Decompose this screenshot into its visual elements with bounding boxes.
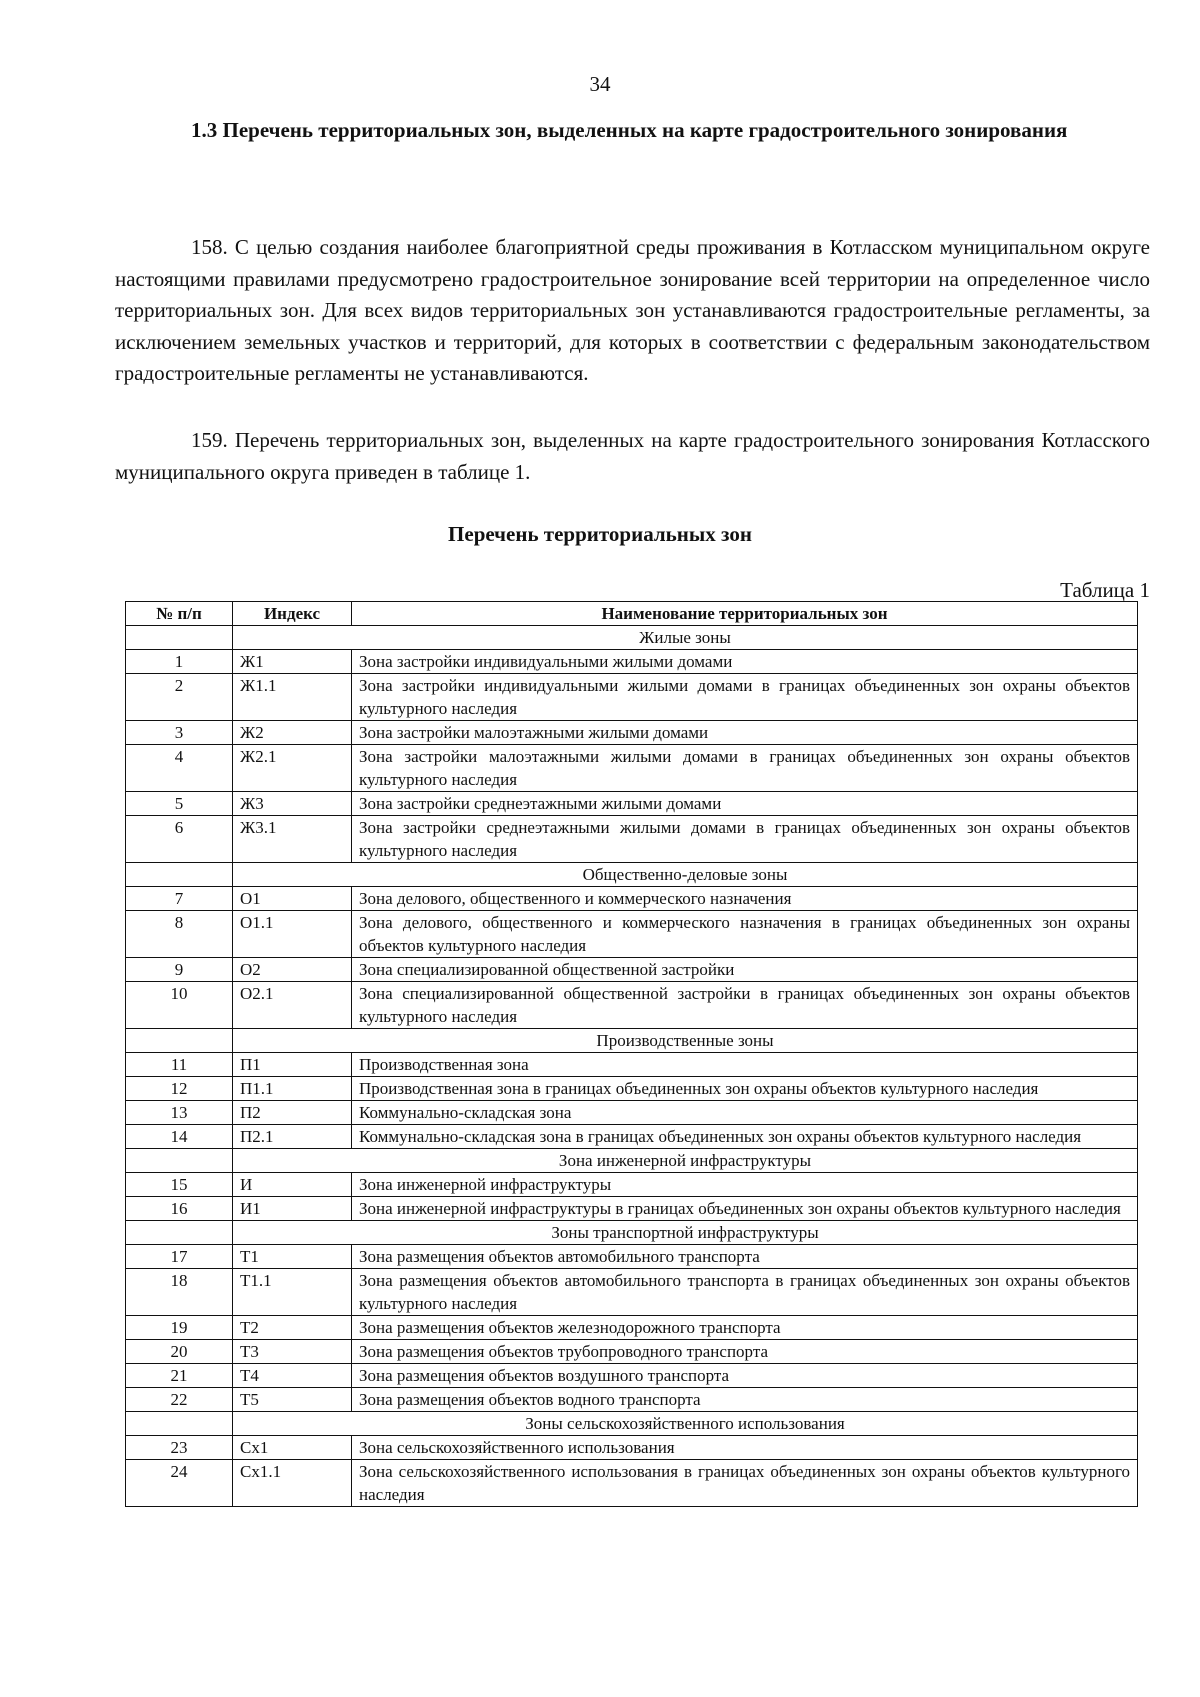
table-row (126, 1101, 1138, 1125)
zone-index: Ж2.1 (233, 745, 352, 792)
table-row (126, 1460, 1138, 1507)
group-row (126, 1221, 1138, 1245)
header-name: Наименование территориальных зон (352, 602, 1138, 626)
table-row (126, 1436, 1138, 1460)
table-row (126, 816, 1138, 863)
row-number: 4 (126, 745, 233, 792)
zone-name: Зона сельскохозяйственного использования (352, 1436, 1138, 1460)
table-row (126, 674, 1138, 721)
zone-name: Зона застройки среднеэтажными жилыми домами (352, 792, 1138, 816)
zone-index: Сх1 (233, 1436, 352, 1460)
zone-name: Зона сельскохозяйственного использования в границах объединенных зон охраны объектов культурного наследия (352, 1460, 1138, 1507)
zone-name: Зона инженерной инфраструктуры (352, 1173, 1138, 1197)
zone-name: Производственная зона (352, 1053, 1138, 1077)
zone-name: Зона размещения объектов воздушного транспорта (352, 1364, 1138, 1388)
row-number: 15 (126, 1173, 233, 1197)
zone-index: Т4 (233, 1364, 352, 1388)
zone-name: Зона размещения объектов автомобильного транспорта (352, 1245, 1138, 1269)
zone-name: Зона размещения объектов водного транспорта (352, 1388, 1138, 1412)
zone-index: Ж2 (233, 721, 352, 745)
zone-index: Т3 (233, 1340, 352, 1364)
row-number: 12 (126, 1077, 233, 1101)
zone-index: Сх1.1 (233, 1460, 352, 1507)
table-row (126, 911, 1138, 958)
table-row (126, 1173, 1138, 1197)
table-row (126, 745, 1138, 792)
table-label: Таблица 1 (1060, 578, 1150, 602)
zone-index: П1.1 (233, 1077, 352, 1101)
group-name: Зоны транспортной инфраструктуры (233, 1221, 1138, 1245)
zone-name: Зона застройки индивидуальными жилыми домами в границах объединенных зон охраны объектов культурного наследия (352, 674, 1138, 721)
section-heading: 1.3 Перечень территориальных зон, выделенных на карте градостроительного зонирования (191, 118, 1068, 142)
zone-index: П2.1 (233, 1125, 352, 1149)
group-row (126, 1412, 1138, 1436)
row-number: 13 (126, 1101, 233, 1125)
group-name: Зоны сельскохозяйственного использования (233, 1412, 1138, 1436)
group-row (126, 863, 1138, 887)
zone-name: Зона застройки индивидуальными жилыми домами (352, 650, 1138, 674)
table-header-row (126, 602, 1138, 626)
group-row-empty-cell (126, 1149, 233, 1173)
zone-name: Зона размещения объектов трубопроводного транспорта (352, 1340, 1138, 1364)
table-row (126, 1364, 1138, 1388)
row-number: 22 (126, 1388, 233, 1412)
table-row (126, 958, 1138, 982)
zone-name: Производственная зона в границах объединенных зон охраны объектов культурного наследия (352, 1077, 1138, 1101)
group-row-empty-cell (126, 1221, 233, 1245)
table-row (126, 1269, 1138, 1316)
zone-name: Зона застройки малоэтажными жилыми домами (352, 721, 1138, 745)
table-row (126, 792, 1138, 816)
header-index: Индекс (233, 602, 352, 626)
table-row (126, 1125, 1138, 1149)
zone-name: Зона застройки среднеэтажными жилыми домами в границах объединенных зон охраны объектов культурного наследия (352, 816, 1138, 863)
row-number: 24 (126, 1460, 233, 1507)
zone-name: Зона специализированной общественной застройки в границах объединенных зон охраны объектов культурного наследия (352, 982, 1138, 1029)
table-row (126, 1077, 1138, 1101)
zone-index: И1 (233, 1197, 352, 1221)
zone-name: Коммунально-складская зона (352, 1101, 1138, 1125)
zone-name: Зона инженерной инфраструктуры в границах объединенных зон охраны объектов культурного наследия (352, 1197, 1138, 1221)
zone-name: Коммунально-складская зона в границах объединенных зон охраны объектов культурного наследия (352, 1125, 1138, 1149)
zone-index: Т1 (233, 1245, 352, 1269)
row-number: 10 (126, 982, 233, 1029)
table-row (126, 1197, 1138, 1221)
zone-name: Зона делового, общественного и коммерческого назначения в границах объединенных зон охраны объектов культурного наследия (352, 911, 1138, 958)
zone-index: П1 (233, 1053, 352, 1077)
table-row (126, 1053, 1138, 1077)
zones-table-body (126, 626, 1138, 1507)
zone-index: Т5 (233, 1388, 352, 1412)
table-row (126, 887, 1138, 911)
zone-index: Т1.1 (233, 1269, 352, 1316)
row-number: 3 (126, 721, 233, 745)
zone-index: Ж1.1 (233, 674, 352, 721)
group-row-empty-cell (126, 626, 233, 650)
table-row (126, 1340, 1138, 1364)
zones-table (125, 601, 1138, 1507)
group-row-empty-cell (126, 863, 233, 887)
table-row (126, 721, 1138, 745)
row-number: 11 (126, 1053, 233, 1077)
row-number: 8 (126, 911, 233, 958)
zone-index: Ж3 (233, 792, 352, 816)
table-row (126, 1388, 1138, 1412)
row-number: 1 (126, 650, 233, 674)
zone-index: О1 (233, 887, 352, 911)
row-number: 6 (126, 816, 233, 863)
paragraph-158: 158. С целью создания наиболее благоприятной среды проживания в Котласском муниципальном округе настоящими правилами предусмотрено градостроительное зонирование всей территории на определенное число территориальных зон. Для всех видов территориальных зон устанавливаются градостроительные регламенты, за исключением земельных участков и территорий, для которых в соответствии с федеральным законодательством градостроительные регламенты не устанавливаются. (115, 235, 1150, 385)
row-number: 18 (126, 1269, 233, 1316)
row-number: 21 (126, 1364, 233, 1388)
table-title: Перечень территориальных зон (448, 522, 752, 546)
zone-index: Ж3.1 (233, 816, 352, 863)
zone-index: О2 (233, 958, 352, 982)
row-number: 20 (126, 1340, 233, 1364)
zone-name: Зона специализированной общественной застройки (352, 958, 1138, 982)
group-row (126, 1029, 1138, 1053)
row-number: 2 (126, 674, 233, 721)
paragraph-159: 159. Перечень территориальных зон, выделенных на карте градостроительного зонирования Котласского муниципального округа приведен в таблице 1. (115, 428, 1150, 484)
row-number: 5 (126, 792, 233, 816)
zone-name: Зона застройки малоэтажными жилыми домами в границах объединенных зон охраны объектов культурного наследия (352, 745, 1138, 792)
table-row (126, 1245, 1138, 1269)
row-number: 9 (126, 958, 233, 982)
zone-index: П2 (233, 1101, 352, 1125)
row-number: 7 (126, 887, 233, 911)
zone-index: О2.1 (233, 982, 352, 1029)
group-row-empty-cell (126, 1412, 233, 1436)
page-number: 34 (589, 72, 611, 96)
zone-index: И (233, 1173, 352, 1197)
group-row-empty-cell (126, 1029, 233, 1053)
zone-index: О1.1 (233, 911, 352, 958)
group-name: Жилые зоны (233, 626, 1138, 650)
zone-index: Ж1 (233, 650, 352, 674)
row-number: 14 (126, 1125, 233, 1149)
table-row (126, 650, 1138, 674)
group-name: Производственные зоны (233, 1029, 1138, 1053)
group-name: Зона инженерной инфраструктуры (233, 1149, 1138, 1173)
header-num: № п/п (126, 602, 233, 626)
group-name: Общественно-деловые зоны (233, 863, 1138, 887)
table-row (126, 982, 1138, 1029)
group-row (126, 1149, 1138, 1173)
table-row (126, 1316, 1138, 1340)
row-number: 19 (126, 1316, 233, 1340)
zone-name: Зона размещения объектов автомобильного транспорта в границах объединенных зон охраны объектов культурного наследия (352, 1269, 1138, 1316)
row-number: 23 (126, 1436, 233, 1460)
zone-name: Зона размещения объектов железнодорожного транспорта (352, 1316, 1138, 1340)
group-row (126, 626, 1138, 650)
zone-name: Зона делового, общественного и коммерческого назначения (352, 887, 1138, 911)
row-number: 16 (126, 1197, 233, 1221)
zone-index: Т2 (233, 1316, 352, 1340)
row-number: 17 (126, 1245, 233, 1269)
